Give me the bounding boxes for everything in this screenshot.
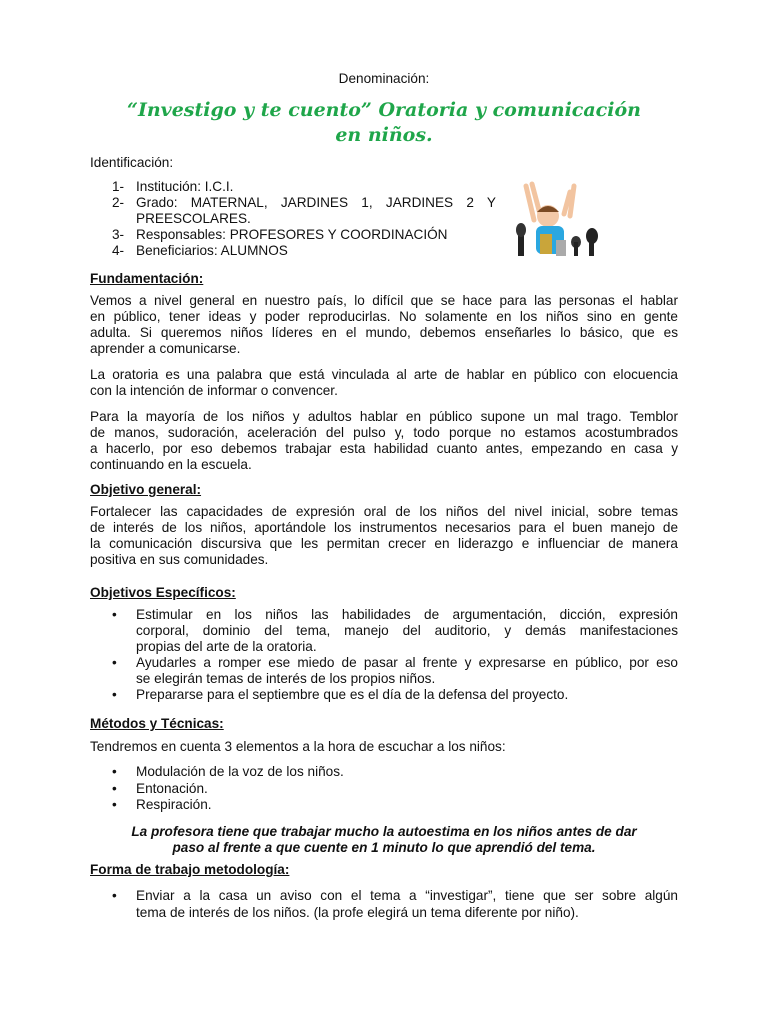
item-text: Institución: I.C.I. <box>136 179 234 194</box>
text-line: paso al frente a que cuente en 1 minuto lo que aprendió del tema. <box>172 840 596 855</box>
text-line: Enviar a la casa un aviso con el tema a “investigar”, tiene que ser sobre algún <box>136 888 678 903</box>
text-line: Para la mayoría de los niños y adultos hablar en público supone un mal trago. Temblor <box>90 409 678 424</box>
fundamentacion-paragraph-1 <box>90 293 678 357</box>
bullet-icon: • <box>112 764 117 779</box>
list-item <box>90 687 678 703</box>
item-text: Responsables: PROFESORES Y COORDINACIÓN <box>136 227 448 242</box>
list-item <box>90 655 678 687</box>
metodos-list <box>90 764 678 814</box>
item-text: Beneficiarios: ALUMNOS <box>136 243 288 258</box>
text-line: de manos, sudoración, aceleración del pulso y, todo porque no estamos acostumbrados <box>90 425 678 440</box>
bullet-icon: • <box>112 888 117 903</box>
bullet-icon: • <box>112 607 117 622</box>
list-item <box>90 764 678 781</box>
forma-list <box>90 887 678 921</box>
text-line: la comunicación discursiva que les permitan crecer en liderazgo e influenciar de manera <box>90 536 678 551</box>
identificacion-heading: Identificación: <box>90 155 174 170</box>
metodos-heading: Métodos y Técnicas: <box>90 716 224 731</box>
list-item <box>90 781 678 798</box>
list-item <box>90 887 678 921</box>
denominacion-label: Denominación: <box>338 71 430 86</box>
text-line: continuando en la escuela. <box>90 457 252 472</box>
child-with-microphones-image <box>512 180 602 260</box>
text-line: Prepararse para el septiembre que es el día de la defensa del proyecto. <box>136 687 569 702</box>
text-line: propias del arte de la oratoria. <box>136 639 317 654</box>
item-text: PREESCOLARES. <box>136 211 251 226</box>
text-line: tema de interés de los niños. (la profe elegirá un tema diferente por niño). <box>136 905 579 920</box>
item-number: 2- <box>112 195 125 210</box>
bullet-icon: • <box>112 780 117 796</box>
text-line: a hacerlo, por eso debemos trabajar esta habilidad cuanto antes, empezando en casa y <box>90 441 678 456</box>
text-line: aprender a comunicarse. <box>90 341 241 356</box>
text-line: Modulación de la voz de los niños. <box>136 764 344 779</box>
objetivo-general-paragraph <box>90 504 678 568</box>
text-line: de interés de los niños, aportándole los instrumentos necesarios para el buen manejo de <box>90 520 678 535</box>
text-line: Estimular en los niños las habilidades de argumentación, dicción, expresión <box>136 607 678 622</box>
text-line: La oratoria es una palabra que está vinculada al arte de hablar en público con elocuencia <box>90 367 678 382</box>
text-line: corporal, dominio del tema, manejo del auditorio, y demás manifestaciones <box>136 623 678 638</box>
fundamentacion-heading: Fundamentación: <box>90 271 204 286</box>
text-line: adulta. Si queremos niños líderes en el mundo, debemos enseñarles lo básico, que es <box>90 325 678 340</box>
metodos-intro: Tendremos en cuenta 3 elementos a la hora de escuchar a los niños: <box>90 739 506 754</box>
metodos-note <box>90 824 678 856</box>
text-line: con la intención de informar o convencer. <box>90 383 338 398</box>
text-line: Respiración. <box>136 797 212 812</box>
bullet-icon: • <box>112 655 117 670</box>
bullet-icon: • <box>112 687 117 702</box>
text-line: Fortalecer las capacidades de expresión oral de los niños del nivel inicial, sobre temas <box>90 504 678 519</box>
list-item <box>90 607 678 655</box>
document-title <box>90 98 678 148</box>
bullet-icon: • <box>112 797 117 812</box>
objetivos-especificos-list <box>90 607 678 703</box>
item-text: Grado: MATERNAL, JARDINES 1, JARDINES 2 Y <box>136 195 496 210</box>
item-number: 3- <box>112 227 125 242</box>
objetivo-general-heading: Objetivo general: <box>90 482 202 497</box>
text-line: Entonación. <box>136 780 208 796</box>
text-line: Vemos a nivel general en nuestro país, lo difícil que se hace para las personas el hablar <box>90 293 678 308</box>
text-line: en público, tener ideas y poder reproducirlas. No solamente en los niños sino en gente <box>90 309 678 324</box>
title-line: en niños. <box>335 124 433 146</box>
text-line: Ayudarles a romper ese miedo de pasar al frente y expresarse en público, por eso <box>136 655 678 670</box>
title-line: “Investigo y te cuento” Oratoria y comunicación <box>127 99 641 121</box>
item-number: 1- <box>112 179 125 194</box>
list-item <box>90 797 678 814</box>
fundamentacion-paragraph-3 <box>90 409 678 473</box>
forma-heading: Forma de trabajo metodología: <box>90 862 290 877</box>
text-line: positiva en sus comunidades. <box>90 552 269 567</box>
text-line: La profesora tiene que trabajar mucho la autoestima en los niños antes de dar <box>131 824 637 839</box>
text-line: se elegirán temas de interés de los propios niños. <box>136 671 436 686</box>
fundamentacion-paragraph-2 <box>90 367 678 399</box>
item-number: 4- <box>112 243 125 258</box>
objetivos-especificos-heading: Objetivos Específicos: <box>90 585 236 600</box>
